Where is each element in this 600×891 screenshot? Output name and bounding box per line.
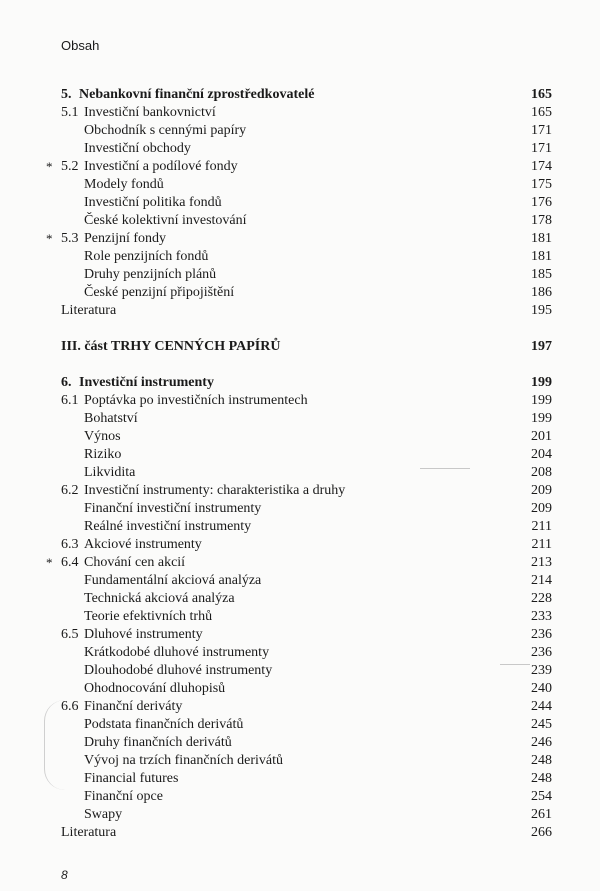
toc-entry (0, 374, 600, 392)
toc-title: Vývoj na trzích finančních derivátů (84, 753, 284, 768)
toc-number: 6.4 (61, 555, 79, 570)
toc-title: Financial futures (84, 771, 179, 786)
toc-entry (0, 734, 600, 752)
toc-page: 199 (531, 393, 552, 408)
toc-title: Technická akciová analýza (84, 591, 235, 606)
pencil-mark (500, 664, 530, 665)
asterisk-mark: * (46, 231, 53, 246)
toc-title: Bohatství (84, 411, 138, 426)
toc-entry (0, 626, 600, 644)
toc-page: 165 (531, 87, 552, 102)
toc-title: Investiční instrumenty: charakteristika a druhy (84, 483, 346, 498)
toc-page: 175 (531, 177, 552, 192)
toc-entry (0, 410, 600, 428)
toc-title: Ohodnocování dluhopisů (84, 681, 226, 696)
toc-title: Podstata finančních derivátů (84, 717, 244, 732)
toc-entry (0, 212, 600, 230)
toc-page: 208 (531, 465, 552, 480)
toc-page: 211 (531, 519, 552, 534)
toc-page: 211 (531, 537, 552, 552)
toc-title: Investiční politika fondů (84, 195, 222, 210)
toc-entry (0, 608, 600, 626)
toc-page: 228 (531, 591, 552, 606)
toc-entry (0, 104, 600, 122)
toc-title: Obchodník s cennými papíry (84, 123, 247, 138)
toc-entry (0, 698, 600, 716)
toc-page: 171 (531, 141, 552, 156)
toc-entry (0, 644, 600, 662)
toc-page: 248 (531, 771, 552, 786)
toc-title: České kolektivní investování (84, 213, 247, 228)
toc-page: 214 (531, 573, 552, 588)
pencil-mark (420, 468, 470, 469)
toc-page: 239 (531, 663, 552, 678)
toc-entry (0, 464, 600, 482)
toc-title: Investiční instrumenty (79, 375, 214, 390)
toc-title: Riziko (84, 447, 122, 462)
toc-title: Finanční investiční instrumenty (84, 501, 262, 516)
toc-entry (0, 158, 600, 176)
toc-page: 174 (531, 159, 552, 174)
toc-page: 245 (531, 717, 552, 732)
toc-entry (0, 140, 600, 158)
toc-entry (0, 590, 600, 608)
toc-page: 213 (531, 555, 552, 570)
toc-title: Penzijní fondy (84, 231, 167, 246)
toc-title: Modely fondů (84, 177, 164, 192)
toc-entry (0, 338, 600, 356)
toc-title: Dlouhodobé dluhové instrumenty (84, 663, 273, 678)
pencil-arc (44, 700, 65, 790)
toc-number: 6.3 (61, 537, 79, 552)
toc-number: 5.1 (61, 105, 79, 120)
toc-page: 246 (531, 735, 552, 750)
toc-page: 181 (531, 231, 552, 246)
toc-page: 261 (531, 807, 552, 822)
toc-entry (0, 572, 600, 590)
toc-title: Finanční deriváty (84, 699, 183, 714)
toc-entry (0, 482, 600, 500)
toc-number: 6. (61, 375, 72, 390)
toc-title: Likvidita (84, 465, 136, 480)
asterisk-mark: * (46, 555, 53, 570)
toc-number: 5. (61, 87, 72, 102)
toc-entry (0, 806, 600, 824)
toc-entry (0, 428, 600, 446)
toc-page: 199 (531, 411, 552, 426)
toc-title: Swapy (84, 807, 123, 822)
toc-title: České penzijní připojištění (84, 285, 235, 300)
toc-number: 5.2 (61, 159, 79, 174)
toc-entry (0, 230, 600, 248)
toc-entry (0, 680, 600, 698)
toc-page: 186 (531, 285, 552, 300)
toc-number: 5.3 (61, 231, 79, 246)
toc-title: Investiční obchody (84, 141, 191, 156)
toc-entry (0, 284, 600, 302)
toc-number: 6.2 (61, 483, 79, 498)
toc-entry (0, 518, 600, 536)
toc-entry (0, 176, 600, 194)
toc-title: Investiční a podílové fondy (84, 159, 238, 174)
toc-entry (0, 302, 600, 320)
toc-number: 6.5 (61, 627, 79, 642)
page-number: 8 (61, 868, 68, 882)
toc-title: Výnos (84, 429, 121, 444)
toc-page: 201 (531, 429, 552, 444)
toc-number: 6.1 (61, 393, 79, 408)
toc-title: Role penzijních fondů (84, 249, 209, 264)
toc-page: 266 (531, 825, 552, 840)
toc-entry (0, 122, 600, 140)
toc-title: Literatura (61, 825, 117, 840)
toc-page: 199 (531, 375, 552, 390)
toc-page: 209 (531, 501, 552, 516)
toc-title: Literatura (61, 303, 117, 318)
toc-title: Poptávka po investičních instrumentech (84, 393, 308, 408)
toc-entry (0, 716, 600, 734)
toc-page: 244 (531, 699, 552, 714)
toc-entry (0, 86, 600, 104)
toc-title: III. část TRHY CENNÝCH PAPÍRŮ (61, 339, 281, 354)
toc-page: 240 (531, 681, 552, 696)
toc-page: 181 (531, 249, 552, 264)
toc-number: 6.6 (61, 699, 79, 714)
toc-entry (0, 392, 600, 410)
toc-title: Fundamentální akciová analýza (84, 573, 262, 588)
toc-entry (0, 248, 600, 266)
toc-entry (0, 824, 600, 842)
toc-entry (0, 788, 600, 806)
toc-entry (0, 770, 600, 788)
toc-entry (0, 500, 600, 518)
toc-page: 176 (531, 195, 552, 210)
toc-page: 248 (531, 753, 552, 768)
toc-page: 171 (531, 123, 552, 138)
toc-page: 195 (531, 303, 552, 318)
toc-page: 165 (531, 105, 552, 120)
toc-page: 197 (531, 339, 552, 354)
toc-title: Nebankovní finanční zprostředkovatelé (79, 87, 315, 102)
toc-title: Akciové instrumenty (84, 537, 202, 552)
toc-title: Dluhové instrumenty (84, 627, 203, 642)
toc-page: 236 (531, 627, 552, 642)
toc-page: 204 (531, 447, 552, 462)
toc-entry (0, 752, 600, 770)
toc-page: 236 (531, 645, 552, 660)
toc-title: Chování cen akcií (84, 555, 186, 570)
toc-entry (0, 554, 600, 572)
asterisk-mark: * (46, 159, 53, 174)
toc-page: 178 (531, 213, 552, 228)
toc-page: 209 (531, 483, 552, 498)
toc-entry (0, 536, 600, 554)
toc-title: Investiční bankovnictví (84, 105, 216, 120)
toc-title: Teorie efektivních trhů (84, 609, 213, 624)
toc-title: Druhy penzijních plánů (84, 267, 217, 282)
toc-entry (0, 446, 600, 464)
toc-entry (0, 194, 600, 212)
toc-page: 233 (531, 609, 552, 624)
toc-page: 185 (531, 267, 552, 282)
toc-entry (0, 266, 600, 284)
running-header: Obsah (61, 38, 100, 53)
toc-title: Reálné investiční instrumenty (84, 519, 252, 534)
toc-title: Krátkodobé dluhové instrumenty (84, 645, 270, 660)
toc-page: 254 (531, 789, 552, 804)
toc-title: Druhy finančních derivátů (84, 735, 232, 750)
toc-title: Finanční opce (84, 789, 163, 804)
